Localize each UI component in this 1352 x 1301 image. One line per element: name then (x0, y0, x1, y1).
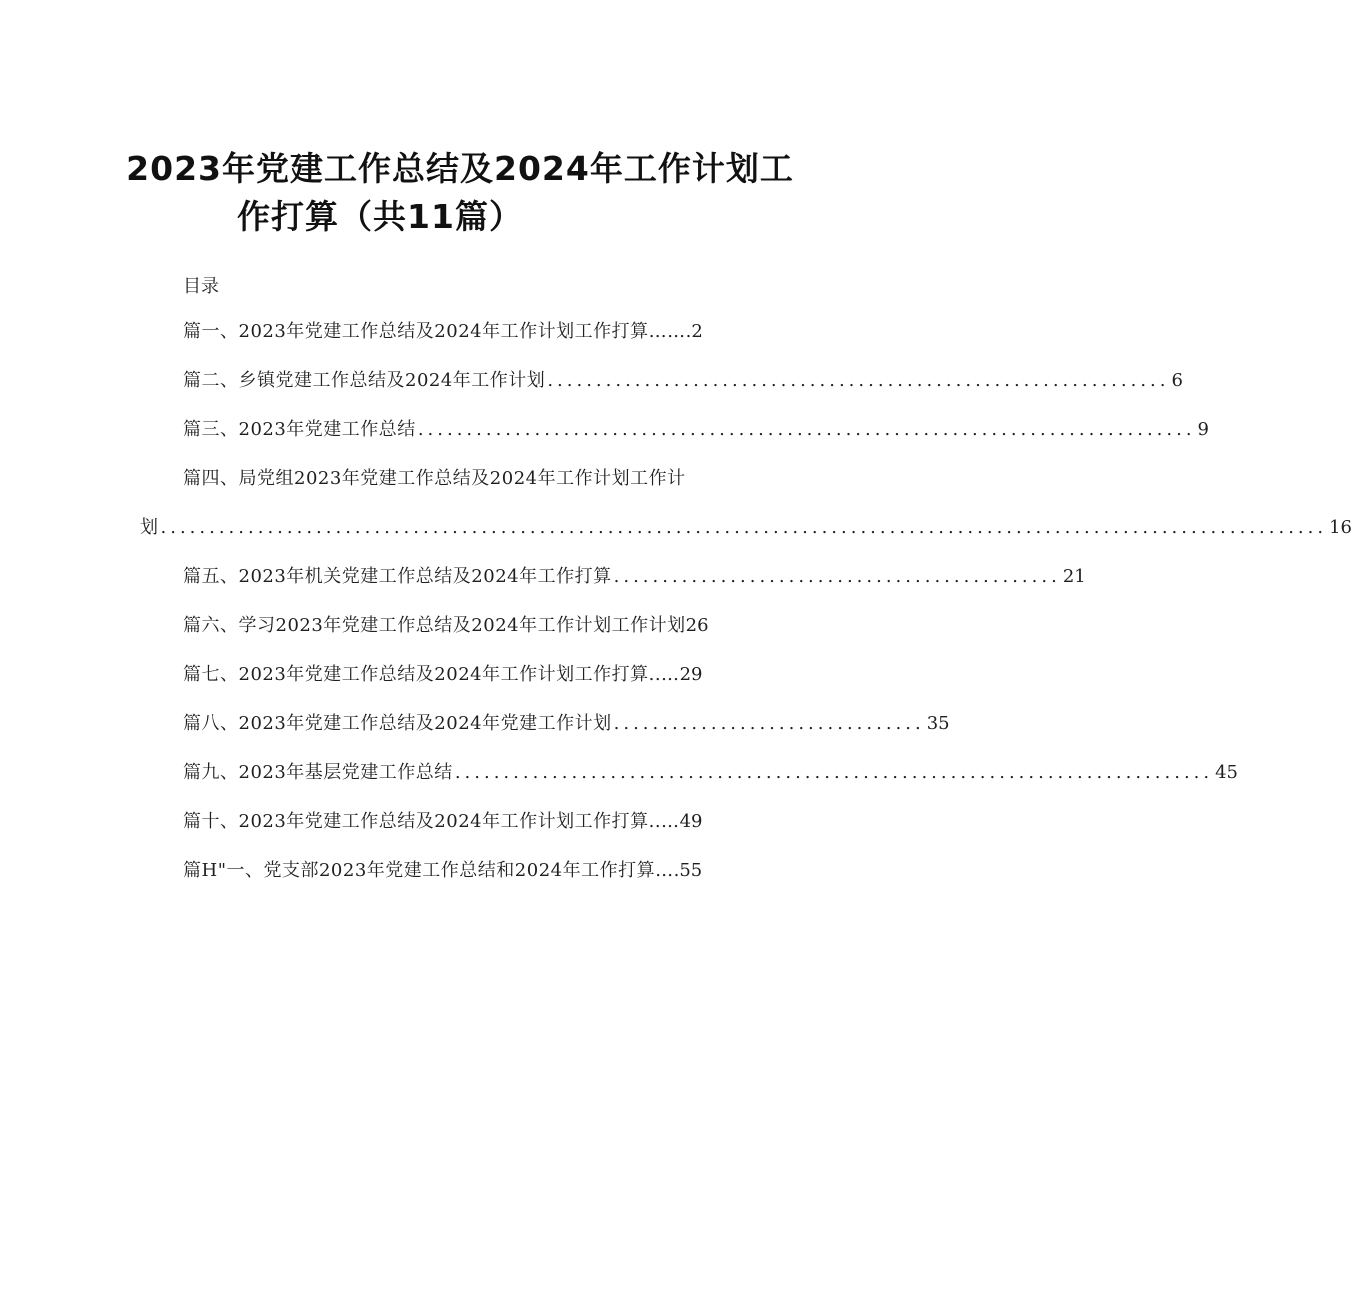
toc-entry-1[interactable] (183, 320, 743, 344)
toc-leader-dots: .............................................................................. (454, 762, 1214, 783)
toc-entry-8[interactable] (183, 712, 950, 736)
toc-entry-6[interactable] (183, 614, 763, 638)
toc-entry-9[interactable] (183, 761, 1239, 785)
toc-entry-label: 篇二、乡镇党建工作总结及2024年工作计划 (183, 370, 546, 391)
toc-entry-label: 篇三、2023年党建工作总结 (183, 419, 416, 440)
toc-entry-label: 篇五、2023年机关党建工作总结及2024年工作打算 (183, 566, 612, 587)
toc-entry-label: 篇六、学习2023年党建工作总结及2024年工作计划工作计划 (183, 615, 686, 636)
document-title-line-2: 作打算（共11篇） (237, 197, 523, 236)
toc-leader-dots: ........................................................................................................................ (160, 517, 1328, 538)
toc-entry-5[interactable] (183, 565, 1086, 589)
toc-entry-page: 6 (1171, 370, 1183, 391)
toc-entry-page: .55 (673, 860, 703, 881)
toc-leader-dots: ................................................................ (547, 370, 1170, 391)
toc-entry-3[interactable] (183, 418, 1209, 442)
document-title-line-1: 2023年党建工作总结及2024年工作计划工 (126, 149, 794, 188)
toc-heading: 目录 (183, 276, 219, 297)
toc-leader-dots: ................................ (613, 713, 925, 734)
toc-entry-page: 35 (926, 713, 950, 734)
toc-leader-dots: .............................................. (613, 566, 1061, 587)
toc-entry-4[interactable] (183, 467, 743, 491)
toc-entry-page: 29 (679, 664, 703, 685)
toc-entry-page: 26 (685, 615, 709, 636)
toc-entry-label: 划 (140, 517, 159, 538)
toc-entry-page: .2 (685, 321, 703, 342)
toc-entry-7[interactable] (183, 663, 763, 687)
toc-entry-label: 篇一、2023年党建工作总结及2024年工作计划工作打算…… (183, 321, 686, 342)
toc-entry-10[interactable] (183, 810, 763, 834)
toc-leader-dots: ................................................................................ (417, 419, 1196, 440)
toc-entry-label: 篇十、2023年党建工作总结及2024年工作计划工作打算..… (183, 811, 680, 832)
toc-entry-4-continued[interactable] (140, 516, 1352, 540)
toc-entry-page: 45 (1215, 762, 1239, 783)
toc-entry-label: 篇八、2023年党建工作总结及2024年党建工作计划 (183, 713, 612, 734)
toc-entry-label: 篇四、局党组2023年党建工作总结及2024年工作计划工作计 (183, 468, 686, 489)
toc-entry-page: 9 (1197, 419, 1209, 440)
toc-entry-page: 16 (1329, 517, 1352, 538)
toc-entry-label: 篇H"一、党支部2023年党建工作总结和2024年工作打算… (183, 860, 674, 881)
toc-entry-page: 21 (1062, 566, 1086, 587)
toc-entry-2[interactable] (183, 369, 1183, 393)
toc-entry-11[interactable] (183, 859, 763, 883)
toc-entry-label: 篇七、2023年党建工作总结及2024年工作计划工作打算..… (183, 664, 680, 685)
toc-entry-page: 49 (679, 811, 703, 832)
toc-entry-label: 篇九、2023年基层党建工作总结 (183, 762, 453, 783)
